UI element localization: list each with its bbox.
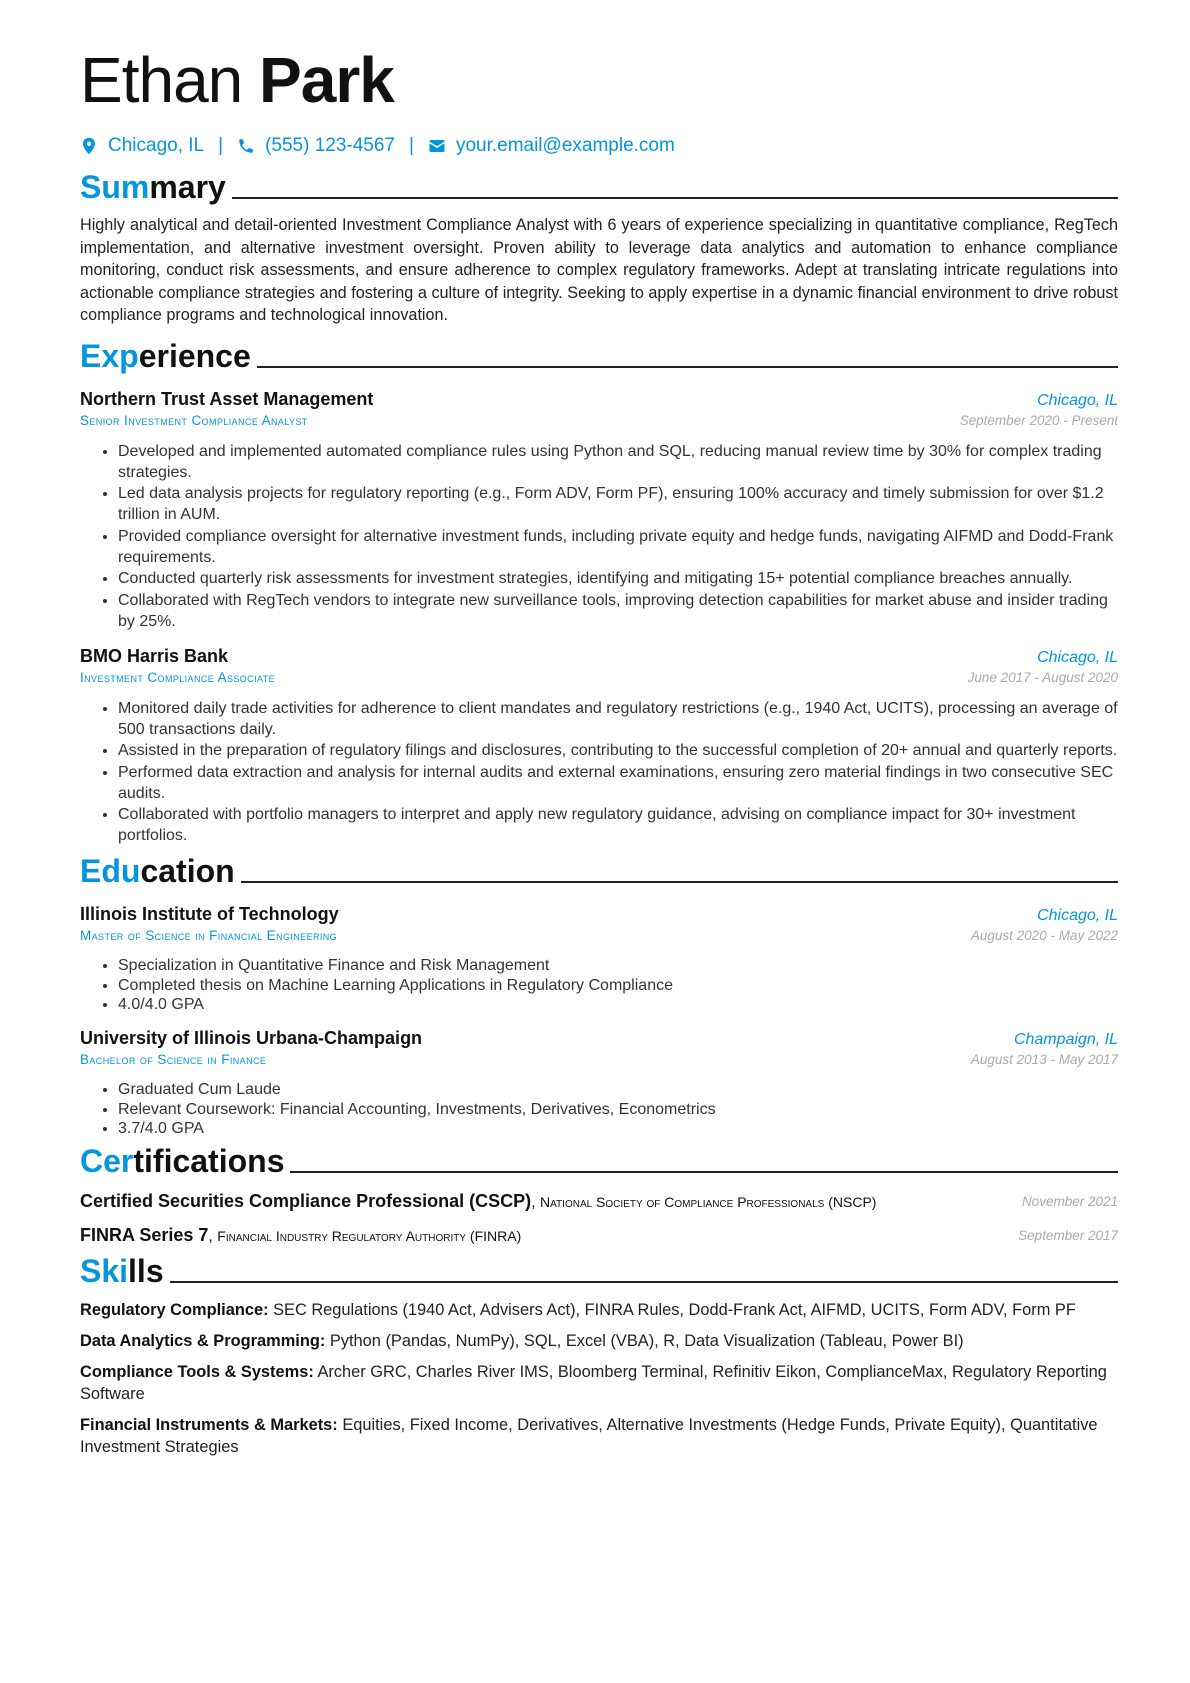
list-item: • Developed and implemented automated compliance rules using Python and SQL, reducing manual review time by 30% for complex trading strategies. [118,441,1118,483]
certification-entry: FINRA Series 7, Financial Industry Regulatory Authority (FINRA) September 2017 [80,1225,1118,1245]
skill-row [80,1361,1118,1405]
bullet-list [80,1080,1118,1138]
map-pin-icon [80,137,98,155]
institution-name: University of Illinois Urbana-Champaign [80,1028,423,1048]
bullet-list [80,956,1118,1014]
candidate-name [80,42,1118,118]
skill-label: Regulatory Compliance: [80,1301,269,1319]
certification-name: Certified Securities Compliance Professional (CSCP) [80,1191,532,1211]
entry-dates: September 2020 - Present [959,412,1118,428]
skill-text: Archer GRC, Charles River IMS, Bloomberg Terminal, Refinitiv Eikon, ComplianceMax, Regulatory Reporting Software [80,1363,1107,1403]
list-item: • Conducted quarterly risk assessments for investment strategies, identifying and mitigating 15+ potential compliance breaches annually. [118,568,1118,589]
experience-entry [80,387,1118,632]
section-divider [257,366,1118,368]
list-item: • 4.0/4.0 GPA [118,995,1118,1014]
contact-separator: | [218,135,224,156]
skill-row [80,1414,1118,1458]
list-item: • Collaborated with portfolio managers to interpret and apply new regulatory guidance, advising on compliance impact for 30+ investment portfolios. [118,804,1118,846]
list-item: • 3.7/4.0 GPA [118,1119,1118,1138]
entry-dates: August 2013 - May 2017 [970,1052,1118,1067]
resume-content [80,42,1118,1458]
section-divider [241,881,1118,883]
certification-entry: Certified Securities Compliance Professional (CSCP), National Society of Compliance Professionals (NSCP) November 2021 [80,1191,1118,1211]
section-title: Certifications [80,1143,285,1179]
location-text: Chicago, IL [108,135,205,156]
summary-text: Highly analytical and detail-oriented Investment Compliance Analyst with 6 years of experience specializing in quantitative compliance, RegTech implementation, and alternative investment oversight. Proven ability to leverage data analytics and automation to enhance compliance monitoring, conduct risk assessments, and ensure adherence to complex regulatory frameworks. Adept at translating intricate regulations into actionable compliance strategies and fostering a culture of integrity. Seeking to apply expertise in a dynamic financial environment to drive robust compliance programs and technological innovation. [80,216,1118,324]
entry-dates: August 2020 - May 2022 [970,928,1118,943]
entry-location: Chicago, IL [1037,648,1118,666]
certification-date: November 2021 [1021,1194,1118,1209]
entry-location: Champaign, IL [1013,1031,1118,1048]
contact-location [80,135,204,157]
list-item: • Collaborated with RegTech vendors to integrate new surveillance tools, improving detection capabilities for market abuse and insider trading by 25%. [118,590,1118,632]
skill-text: Python (Pandas, NumPy), SQL, Excel (VBA), R, Data Visualization (Tableau, Power BI) [329,1332,964,1350]
contact-separator: | [409,135,414,156]
employer-name: BMO Harris Bank [80,645,229,666]
entry-location: Chicago, IL [1037,391,1118,409]
section-divider [290,1171,1118,1173]
education-entry [80,1026,1118,1138]
institution-name: Illinois Institute of Technology [80,904,339,924]
list-item: • Performed data extraction and analysis for internal audits and external examinations, ensuring zero material findings in two consecutive SEC audits. [118,762,1118,804]
first-name: Ethan [80,44,243,116]
section-header [80,850,1118,890]
experience-section [80,335,1118,847]
section-title: Education [80,853,235,889]
skill-text: Equities, Fixed Income, Derivatives, Alternative Investments (Hedge Funds, Private Equity), Quantitative Investment Strategies [80,1416,1098,1456]
certification-name: FINRA Series 7 [80,1225,209,1245]
section-title: Skills [80,1253,164,1289]
list-item: • Led data analysis projects for regulatory reporting (e.g., Form ADV, Form PF), ensuring 100% accuracy and timely submission for over $1.2 trillion in AUM. [118,483,1118,525]
contact-line [80,132,1118,160]
section-divider [170,1281,1118,1283]
section-title: Experience [80,337,251,374]
entry-dates: June 2017 - August 2020 [967,669,1118,685]
list-item: • Graduated Cum Laude [118,1080,1118,1099]
contact-phone[interactable] [237,135,395,157]
certification-issuer: National Society of Compliance Professionals (NSCP) [540,1194,877,1210]
list-item: • Monitored daily trade activities for adherence to client mandates and regulatory restrictions (e.g., 1940 Act, UCITS), processing an average of 500 transactions daily. [118,698,1118,740]
education-entry [80,902,1118,1014]
degree-title: Bachelor of Science in Finance [80,1052,267,1067]
list-item: • Assisted in the preparation of regulatory filings and disclosures, contributing to the successful completion of 20+ annual and quarterly reports. [118,740,1118,761]
job-title: Senior Investment Compliance Analyst [80,412,308,428]
skills-section [80,1250,1118,1458]
skill-label: Compliance Tools & Systems: [80,1363,314,1381]
section-header [80,1140,1118,1180]
certifications-section [80,1140,1118,1248]
skill-text: SEC Regulations (1940 Act, Advisers Act), FINRA Rules, Dodd-Frank Act, AIFMD, UCITS, Form ADV, Form PF [273,1301,1076,1319]
employer-name: Northern Trust Asset Management [80,388,374,409]
skill-row [80,1330,1118,1352]
contact-email[interactable] [428,135,675,157]
experience-entry [80,644,1118,847]
education-section [80,850,1118,1138]
section-header [80,335,1118,375]
degree-title: Master of Science in Financial Engineering [80,928,338,943]
phone-text: (555) 123-4567 [265,135,395,156]
envelope-icon [428,137,446,155]
list-item: • Specialization in Quantitative Finance and Risk Management [118,956,1118,975]
section-divider [232,197,1118,199]
skill-label: Financial Instruments & Markets: [80,1416,338,1434]
section-title: Summary [80,169,226,205]
section-header [80,166,1118,206]
bullet-list [80,441,1118,632]
phone-icon [237,137,255,155]
summary-section [80,166,1118,327]
email-link[interactable]: your.email@example.com [455,135,675,156]
section-header [80,1250,1118,1290]
certification-date: September 2017 [1018,1228,1118,1243]
list-item: • Completed thesis on Machine Learning Applications in Regulatory Compliance [118,976,1118,995]
bullet-list [80,698,1118,847]
entry-location: Chicago, IL [1037,907,1118,924]
job-title: Investment Compliance Associate [80,669,276,685]
certification-issuer: Financial Industry Regulatory Authority (FINRA) [217,1228,522,1244]
skill-label: Data Analytics & Programming: [80,1332,326,1350]
list-item: • Relevant Coursework: Financial Accounting, Investments, Derivatives, Econometrics [118,1100,1118,1119]
skill-row [80,1299,1118,1321]
list-item: • Provided compliance oversight for alternative investment funds, including private equity and hedge funds, navigating AIFMD and Dodd-Frank requirements. [118,526,1118,568]
last-name: Park [259,44,394,116]
